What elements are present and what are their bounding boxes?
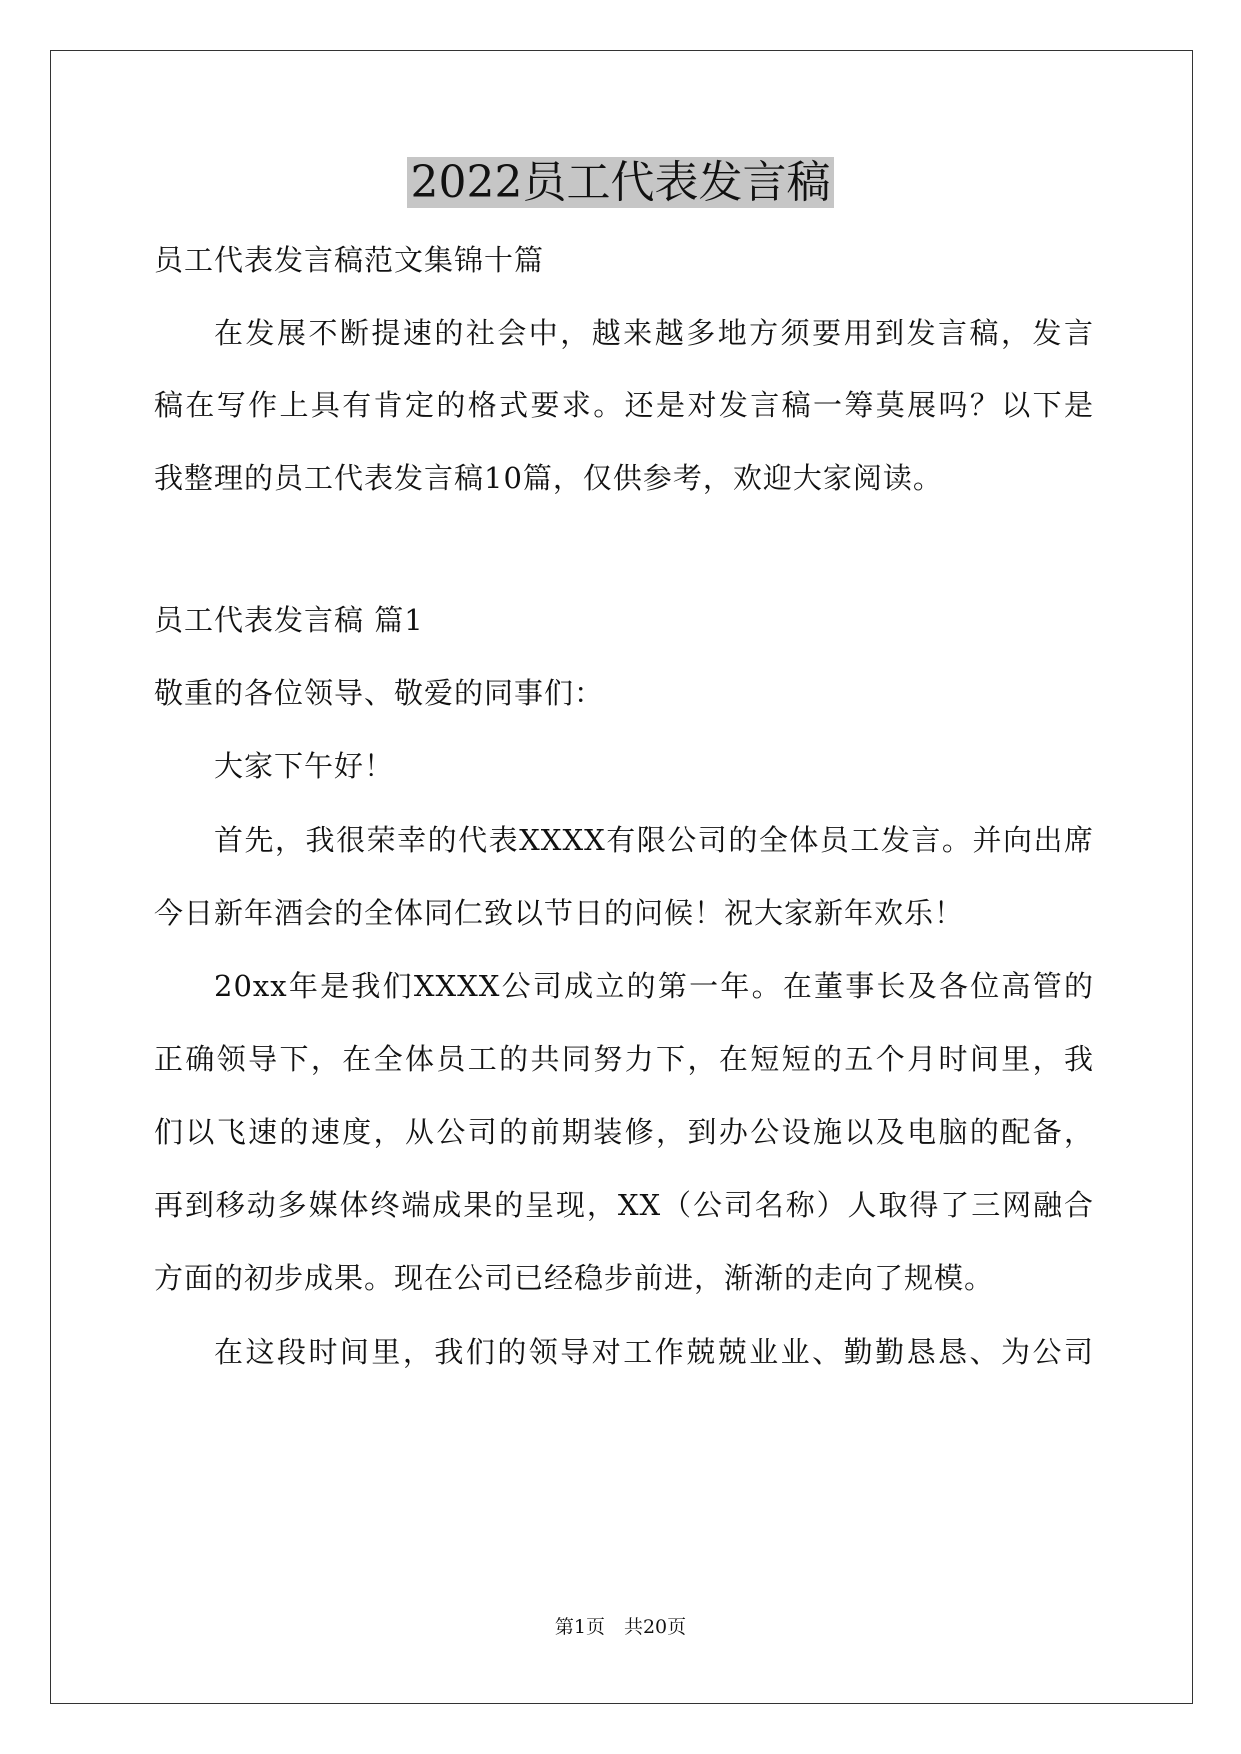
- para1-line-1: 首先，我很荣幸的代表XXXX有限公司的全体员工发言。并向出席: [214, 823, 1094, 857]
- para2-line-3: 们以飞速的速度，从公司的前期装修，到办公设施以及电脑的配备，: [154, 1115, 1094, 1149]
- para2-line-4: 再到移动多媒体终端成果的呈现，XX（公司名称）人取得了三网融合: [154, 1188, 1094, 1222]
- intro-line-1: 在发展不断提速的社会中，越来越多地方须要用到发言稿，发言: [214, 316, 1094, 350]
- intro-line-2: 稿在写作上具有肯定的格式要求。还是对发言稿一筹莫展吗？以下是: [154, 388, 1094, 422]
- document-title: 2022员工代表发言稿: [0, 152, 1241, 214]
- section-heading: 员工代表发言稿 篇1: [154, 603, 424, 637]
- greeting: 大家下午好！: [214, 749, 395, 783]
- para2-line-2: 正确领导下，在全体员工的共同努力下，在短短的五个月时间里，我: [154, 1042, 1094, 1076]
- salutation: 敬重的各位领导、敬爱的同事们：: [154, 676, 605, 710]
- para2-line-5: 方面的初步成果。现在公司已经稳步前进，渐渐的走向了规模。: [154, 1261, 995, 1295]
- document-subtitle: 员工代表发言稿范文集锦十篇: [154, 243, 545, 277]
- page-number: 第1页 共20页: [554, 1616, 687, 1638]
- page-border: [50, 50, 1193, 1704]
- intro-line-3: 我整理的员工代表发言稿10篇，仅供参考，欢迎大家阅读。: [154, 461, 943, 495]
- para2-line-1: 20xx年是我们XXXX公司成立的第一年。在董事长及各位高管的: [214, 969, 1094, 1003]
- para1-line-2: 今日新年酒会的全体同仁致以节日的问候！祝大家新年欢乐！: [154, 896, 965, 930]
- para3-line-1: 在这段时间里，我们的领导对工作兢兢业业、勤勤恳恳、为公司: [214, 1335, 1094, 1369]
